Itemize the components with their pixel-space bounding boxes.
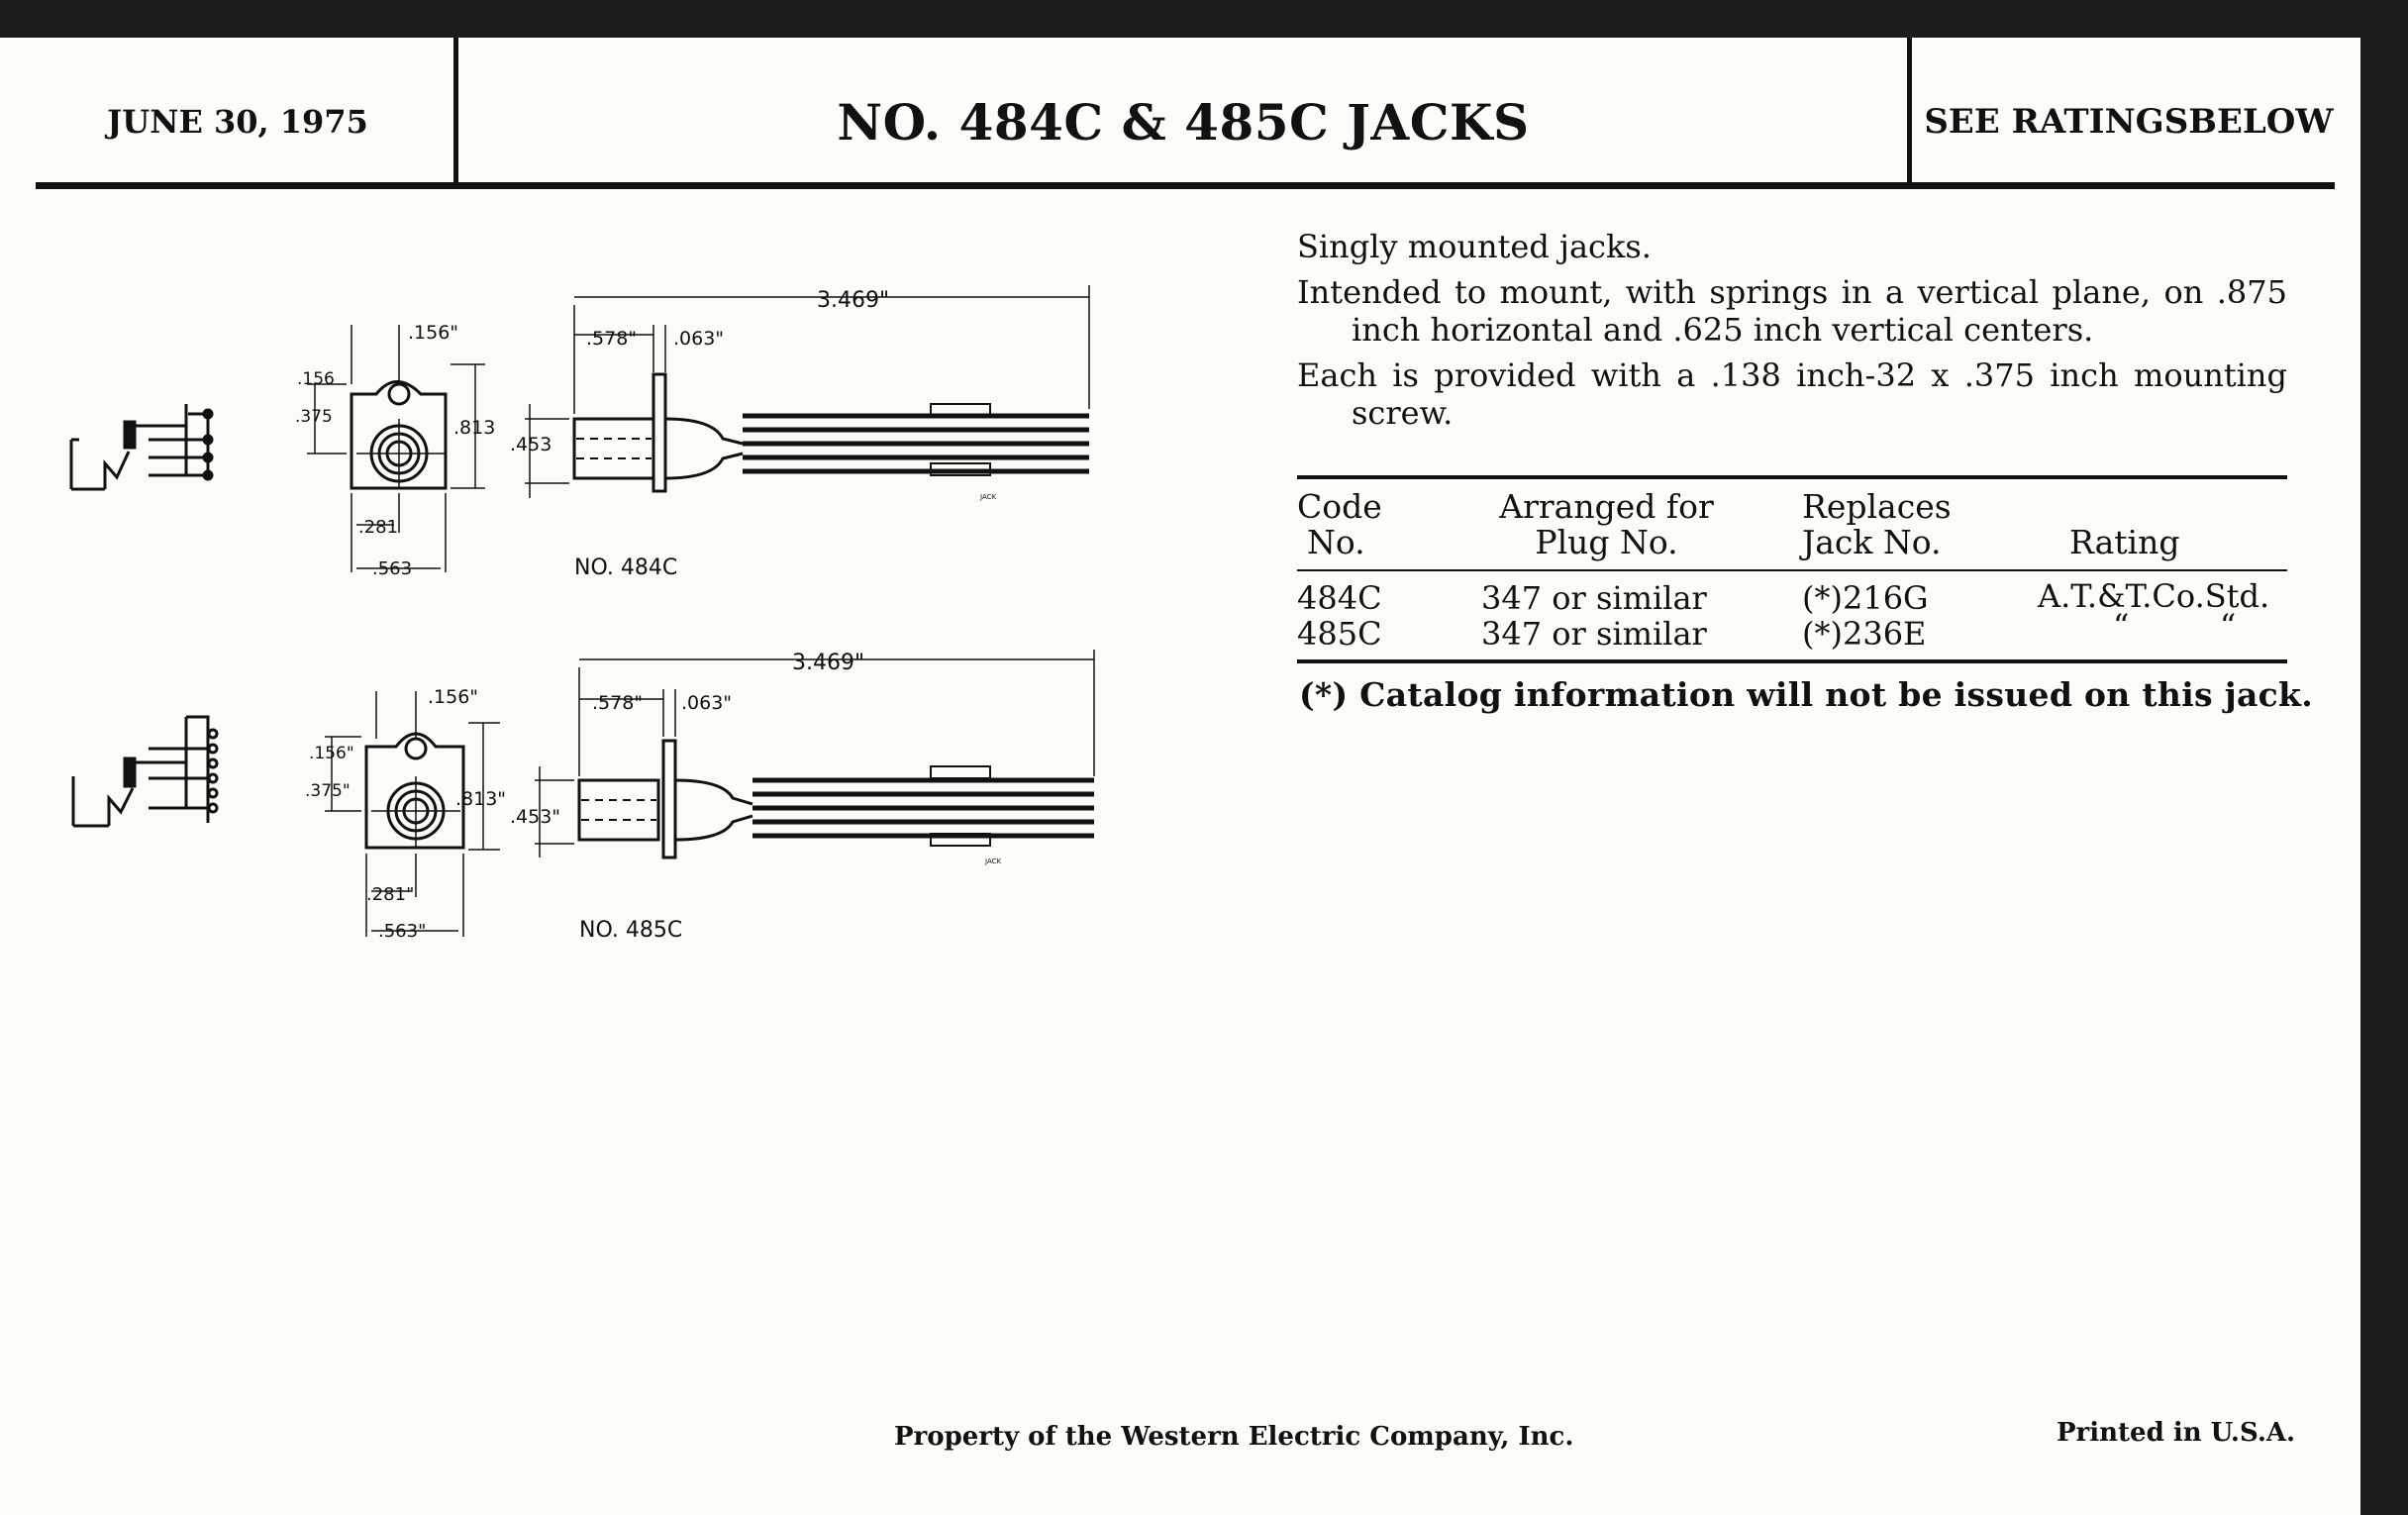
dim-half-width: .281" [366, 884, 415, 905]
dim-height: .813" [455, 788, 507, 810]
drawing-caption-485c: NO. 485C [579, 918, 683, 943]
catalog-sheet [0, 38, 2360, 1515]
jack-drawing-485c [59, 620, 1109, 976]
ratings-line-2: BELOW [2188, 102, 2334, 142]
dim-top-width: .156" [428, 686, 479, 708]
footer-property: Property of the Western Electric Company, Inc. [894, 1422, 1574, 1452]
dim-width: .563 [372, 558, 413, 579]
ratings-note [1911, 67, 2347, 176]
cell-plug: 347 or similar [1481, 579, 1707, 617]
cell-code: 484C [1297, 579, 1382, 617]
cell-code: 485C [1297, 615, 1382, 653]
jack-drawing-484c [59, 246, 1109, 602]
description-line: Intended to mount, with springs in a vertical plane, on .875 inch horizontal and .625 inch vertical centers. [1297, 273, 2287, 349]
issue-date: JUNE 30, 1975 [107, 103, 368, 141]
cell-jack: (*)216G [1802, 579, 1929, 617]
table-header-rule [1297, 569, 2287, 571]
dim-sleeve-diameter: .453" [510, 806, 561, 828]
cell-rating: “ “ [2113, 607, 2237, 645]
cell-rating: A.T.&T.Co.Std. [2038, 577, 2270, 615]
col-header-code-line2: No. [1307, 523, 1365, 561]
cell-plug: 347 or similar [1481, 615, 1707, 653]
col-header-rating: Rating [2069, 523, 2180, 561]
footnote: (*) Catalog information will not be issued on this jack. [1299, 675, 2313, 714]
footer-printed: Printed in U.S.A. [2057, 1418, 2296, 1448]
dim-flange-offset: .578" [586, 328, 638, 350]
dim-width: .563" [378, 921, 427, 942]
cell-jack: (*)236E [1802, 615, 1927, 653]
description-line: Singly mounted jacks. [1297, 228, 1652, 265]
description [1297, 228, 2287, 440]
dim-length: 3.469" [817, 288, 890, 313]
jack-tag: JACK [985, 858, 1002, 865]
col-header-plug-line1: Arranged for [1499, 487, 1714, 526]
table-bottom-rule [1297, 659, 2287, 663]
dim-flange-thickness: .063" [681, 692, 733, 714]
dim-hole-from-top: .156 [297, 369, 335, 389]
dim-hole-to-center: .375 [295, 407, 333, 427]
dim-hole-to-center: .375" [305, 781, 351, 801]
dim-flange-offset: .578" [592, 692, 644, 714]
col-header-jack-line2: Jack No. [1802, 523, 1942, 561]
dim-flange-thickness: .063" [673, 328, 725, 350]
header-rule [36, 182, 2335, 189]
col-header-jack [1802, 489, 1952, 560]
dim-sleeve-diameter: .453 [510, 434, 552, 455]
col-header-code-line1: Code [1297, 487, 1382, 526]
dim-length: 3.469" [792, 651, 865, 675]
col-header-code [1297, 489, 1382, 560]
dim-top-width: .156" [408, 322, 459, 344]
col-header-jack-line1: Replaces [1802, 487, 1952, 526]
dim-hole-from-top: .156" [309, 744, 354, 763]
dim-height: .813 [453, 417, 496, 439]
header-divider [453, 38, 458, 182]
drawing-caption-484c: NO. 484C [574, 556, 678, 580]
col-header-plug-line2: Plug No. [1535, 523, 1678, 561]
dim-half-width: .281 [358, 517, 399, 538]
ratings-line-1: SEE RATINGS [1924, 102, 2189, 142]
description-line: Each is provided with a .138 inch-32 x .375 inch mounting screw. [1297, 356, 2287, 432]
col-header-plug [1495, 489, 1718, 560]
page-title: NO. 484C & 485C JACKS [837, 92, 1530, 152]
jack-tag: JACK [980, 493, 997, 501]
table-top-rule [1297, 475, 2287, 479]
